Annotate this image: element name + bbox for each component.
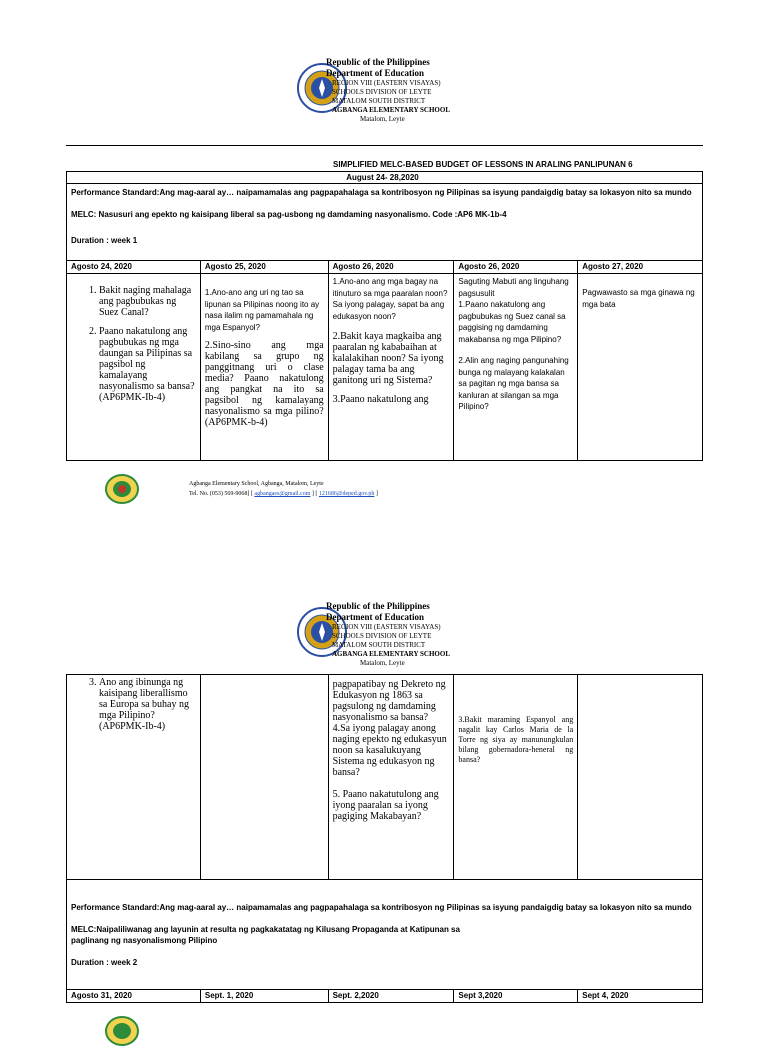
header-school: AGBANGA ELEMENTARY SCHOOL [332,650,450,658]
day-header: Agosto 24, 2020 [67,261,201,274]
header-division: SCHOOLS DIVISION OF LEYTE [332,632,432,640]
document-title: SIMPLIFIED MELC-BASED BUDGET OF LESSONS IN ARALING PANLIPUNAN 6 [333,160,633,169]
day2-cell-cont [200,675,328,880]
day4-item-3: 3.Bakit maraming Espanyol ang nagalit kay Carlos Maria de la Torre ng siya ay manunungkulan bilang gobernadora-heneral ng bansa? [458,715,574,764]
footer-email-link[interactable]: agbangaes@gmail.com [254,491,311,497]
day-header: Sept 4, 2020 [578,990,703,1003]
day1-cell [67,274,201,461]
day-header: Sept. 1, 2020 [200,990,328,1003]
header-location: Matalom, Leyte [360,115,405,123]
header-division: SCHOOLS DIVISION OF LEYTE [332,88,432,96]
header-region: REGION VIII (EASTERN VISAYAS) [332,623,441,631]
melc-week2-line2: paglinang ng nasyonalismong Pilipino [71,936,218,945]
day-header: Agosto 25, 2020 [200,261,328,274]
day3-item-3-cont: pagpapatibay ng Dekreto ng Edukasyon ng 1863 sa pagsulong ng damdaming nasyonalismo sa bansa? [332,679,446,723]
day3-item-4: 4.Sa iyong palagay anong naging epekto ng edukasyun noon sa kasalukuyang Sistema ng edukasyon ng bansa? [332,723,447,778]
day-header: Sept. 2,2020 [328,990,454,1003]
day2-item-1: 1.Ano-ano ang uri ng tao sa lipunan sa Pilipinas noong ito ay nasa ilalim ng pamamahala ng mga Espanyol? [204,288,320,332]
date-range: August 24- 28,2020 [67,172,703,184]
header-republic: Republic of the Philippines [326,57,430,67]
question-1: 1. Bakit naging mahalaga ang pagbubukas ng Suez Canal? [99,285,196,318]
header-deped: Department of Education [326,612,424,622]
day-header: Agosto 27, 2020 [578,261,703,274]
duration-week2: Duration : week 2 [71,958,138,967]
melc: MELC: Nasusuri ang epekto ng kaisipang liberal sa pag-usbong ng damdaming nasyonalismo. Code :AP6 MK-1b-4 [71,210,507,219]
day-header: Agosto 26, 2020 [328,261,454,274]
day3-item-1: 1.Ano-ano ang mga bagay na itinuturo sa mga paaralan noon? Sa iyong palagay, sapat ba ang edukasyon noon? [332,277,448,321]
header-deped: Department of Education [326,68,424,78]
day3-item-3: 3.Paano nakatulong ang [332,394,429,405]
header-school: AGBANGA ELEMENTARY SCHOOL [332,106,450,114]
day2-cell [200,274,328,461]
footer-web-link[interactable]: 121686@deped.gov.ph [318,491,375,497]
footer-address: Agbanga Elementary School, Agbanga, Matalom, Leyte [189,481,324,487]
school-logo-icon [105,1016,139,1046]
day-header: Agosto 26, 2020 [454,261,578,274]
day4-cell-cont [454,675,578,880]
performance-standard-week2: Performance Standard:Ang mag-aaral ay… naipamamalas ang pagpapahalaga sa kontribosyon ng Pilipinas sa isyung pandaigdig batay sa lokasyon nito sa mundo [71,903,692,912]
header-district: MATALOM SOUTH DISTRICT [332,641,426,649]
header-district: MATALOM SOUTH DISTRICT [332,97,426,105]
day3-item-2: 2.Bakit kaya magkaiba ang paaralan ng kababaihan at kalalakihan noon? Sa iyong palagay tama ba ang ganitong uri ng Sistema? [332,331,444,386]
footer-end: ] [375,491,378,497]
day1-cell-cont [67,675,201,880]
day4-cell [454,274,578,461]
duration: Duration : week 1 [71,236,138,245]
header-region: REGION VIII (EASTERN VISAYAS) [332,79,441,87]
day4-item-0: Saguting Mabuti ang linguhang pagsusulit [458,277,569,298]
standards-cell-week2 [67,880,703,990]
header-divider [66,145,703,146]
day4-item-1: 1.Paano nakatulong ang pagbubukas ng Suez canal sa paggising ng damdaming makabansa ng mga Pilipino? [458,300,566,344]
school-logo-icon [105,474,139,504]
header-republic: Republic of the Philippines [326,601,430,611]
lesson-table-week1 [66,171,703,461]
lesson-table-continued [66,674,703,1003]
footer-tel: Tel. No. (053) 569-9068] [ [189,491,253,497]
day-header: Sept 3,2020 [454,990,578,1003]
day2-item-2: 2.Sino-sino ang mga kabilang sa grupo ng panggitnang uri o clase media? Paano nakatulong ang pangkat na ito sa pagsibol ng kamalayang nasyonalismo sa mga pilino? (AP6PMK-b-4) [204,340,324,428]
day5-item-1: Pagwawasto sa mga ginawa ng mga bata [582,288,695,309]
header-location: Matalom, Leyte [360,659,405,667]
day3-cell-cont [328,675,454,880]
footer-sep: ] [ [311,491,318,497]
standards-cell [67,184,703,261]
question-2: 2. Paano nakatulong ang pagbubukas ng mga daungan sa Pilipinas sa pagsibol ng kamalayang nasyonalismo sa bansa? (AP6PMK-Ib-4) [99,326,196,403]
day-header: Agosto 31, 2020 [67,990,201,1003]
day4-item-2: 2.Alin ang naging pangunahing bunga ng malayang kalakalan sa pagitan ng mga bansa sa kanluran at silangan sa mga Pilipino? [458,356,569,411]
day3-item-5: 5. Paano nakatutulong ang iyong paaralan sa iyong pagiging Makabayan? [332,789,439,822]
day5-cell-cont [578,675,703,880]
performance-standard: Performance Standard:Ang mag-aaral ay… naipamamalas ang pagpapahalaga sa kontribosyon ng Pilipinas sa isyung pandaigdig batay sa lokasyon nito sa mundo [71,188,692,197]
day3-cell [328,274,454,461]
question-3: 3. Ano ang ibinunga ng kaisipang liberallismo sa Europa sa buhay ng mga Pilipino? (AP6PMK-Ib-4) [99,677,196,732]
melc-week2-line1: MELC:Naipaliliwanag ang layunin at resulta ng pagkakatatag ng Kilusang Propaganda at Katipunan sa [71,925,460,934]
day5-cell [578,274,703,461]
